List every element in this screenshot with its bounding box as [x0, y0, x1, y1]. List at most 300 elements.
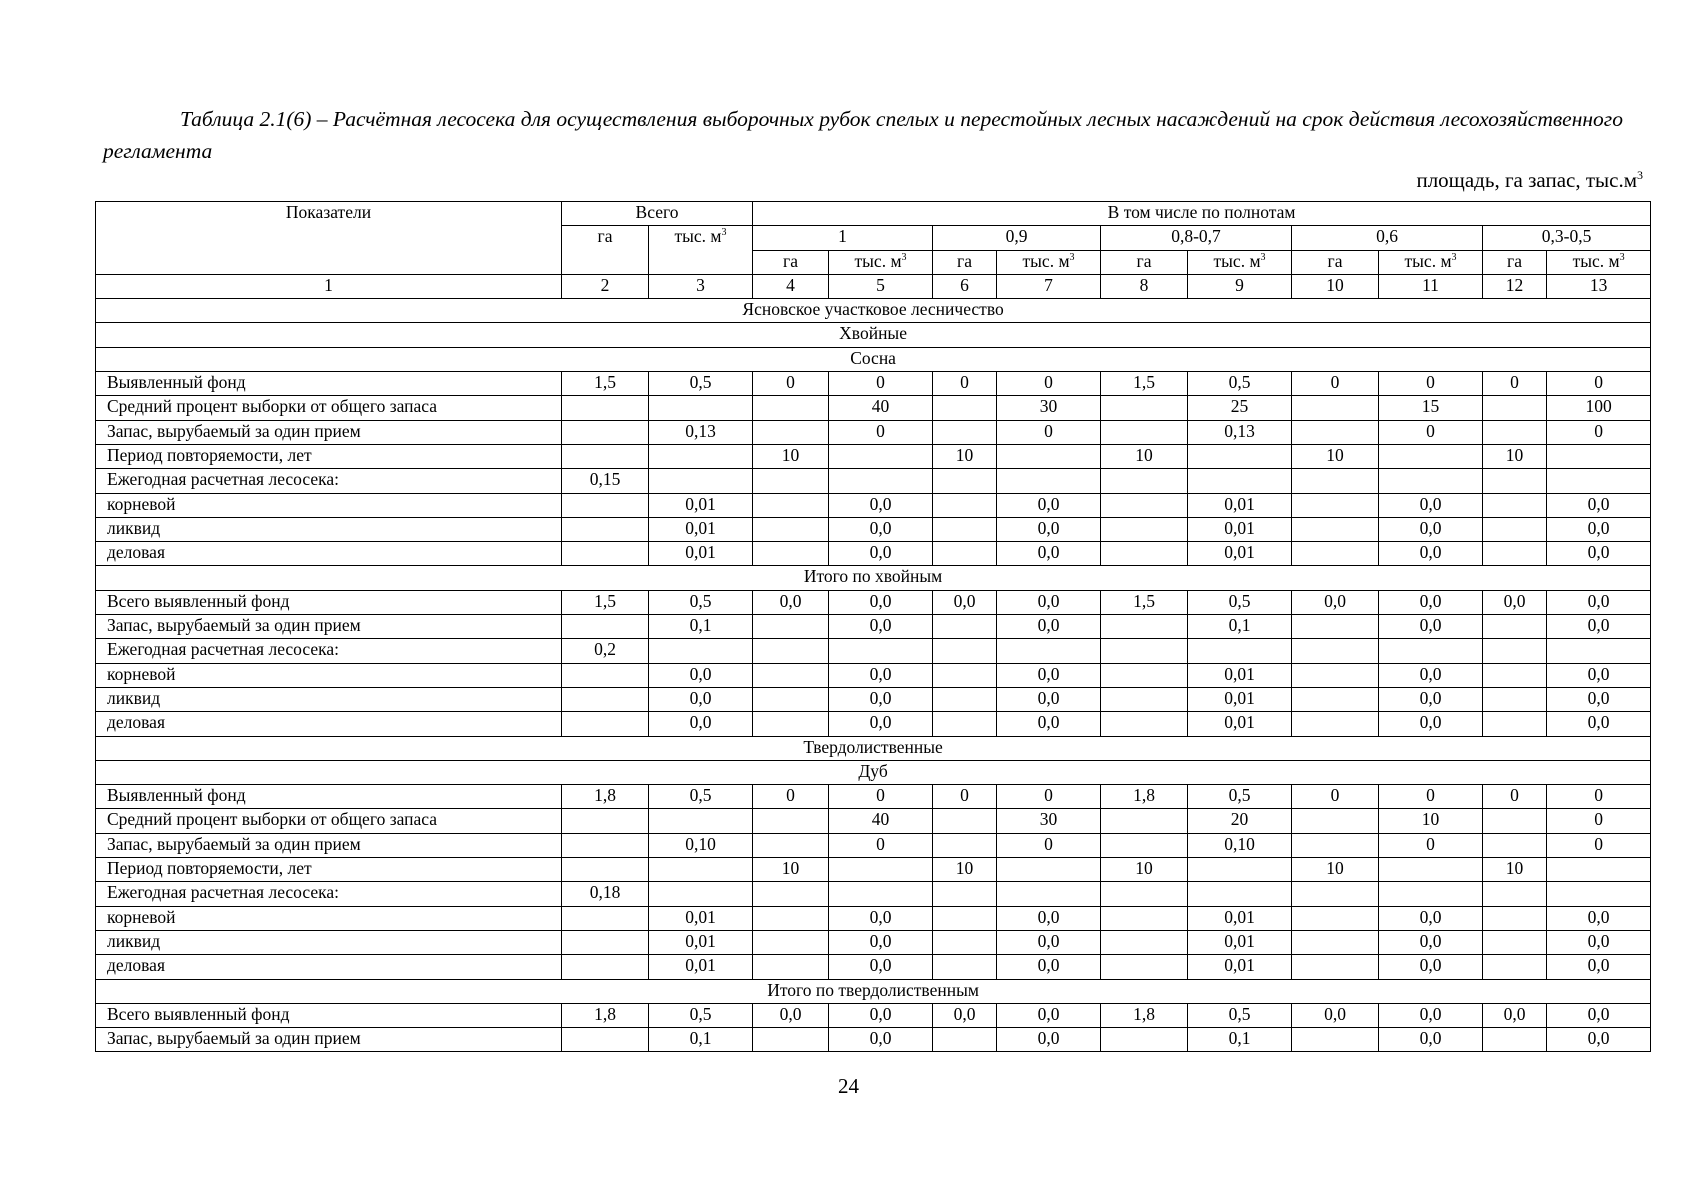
- table-row: [96, 882, 1651, 906]
- volume-unit-superscript: 3: [1451, 251, 1457, 263]
- table-cell: [753, 542, 829, 566]
- header-volume: [829, 250, 933, 274]
- table-cell: 10: [1101, 444, 1188, 468]
- section-row: [96, 736, 1651, 760]
- table-cell: 0,0: [997, 663, 1101, 687]
- table-cell: [1188, 469, 1292, 493]
- table-cell: 0,01: [1188, 663, 1292, 687]
- units-superscript: 3: [1637, 168, 1643, 182]
- table-cell: 0: [997, 372, 1101, 396]
- row-label: Всего выявленный фонд: [96, 590, 562, 614]
- table-cell: 0,0: [997, 542, 1101, 566]
- table-cell: [933, 615, 997, 639]
- table-cell: [1483, 930, 1547, 954]
- table-cell: 0,0: [829, 517, 933, 541]
- header-volume: [1379, 250, 1483, 274]
- table-cell: 20: [1188, 809, 1292, 833]
- table-cell: 0: [1379, 420, 1483, 444]
- table-cell: [753, 493, 829, 517]
- table-cell: 0,1: [1188, 615, 1292, 639]
- table-cell: 0,0: [1379, 542, 1483, 566]
- table-cell: 0,0: [1547, 615, 1651, 639]
- table-cell: 0,01: [649, 906, 753, 930]
- table-cell: [1101, 420, 1188, 444]
- table-cell: [997, 639, 1101, 663]
- table-cell: 10: [1379, 809, 1483, 833]
- section-title: Итого по твердолиственным: [96, 979, 1651, 1003]
- table-cell: [1188, 882, 1292, 906]
- table-cell: 100: [1547, 396, 1651, 420]
- table-cell: [1101, 712, 1188, 736]
- table-cell: [829, 882, 933, 906]
- table-cell: 0,18: [562, 882, 649, 906]
- row-label: Средний процент выборки от общего запаса: [96, 396, 562, 420]
- table-row: [96, 493, 1651, 517]
- header-density: 1: [753, 226, 933, 250]
- column-number: 8: [1101, 274, 1188, 298]
- section-title: Итого по хвойным: [96, 566, 1651, 590]
- table-cell: [1101, 493, 1188, 517]
- table-cell: [753, 882, 829, 906]
- table-cell: 10: [753, 858, 829, 882]
- table-cell: [933, 882, 997, 906]
- table-cell: [1483, 420, 1547, 444]
- volume-unit-superscript: 3: [1260, 251, 1266, 263]
- table-cell: [649, 858, 753, 882]
- table-row: [96, 833, 1651, 857]
- table-cell: [933, 396, 997, 420]
- row-label: деловая: [96, 955, 562, 979]
- table-cell: [1483, 833, 1547, 857]
- table-cell: [562, 396, 649, 420]
- table-cell: [562, 906, 649, 930]
- table-cell: 0,0: [829, 542, 933, 566]
- table-cell: 0,1: [1188, 1028, 1292, 1052]
- table-cell: 0: [829, 833, 933, 857]
- table-cell: [1101, 639, 1188, 663]
- table-cell: [1101, 809, 1188, 833]
- table-cell: [562, 663, 649, 687]
- table-cell: 10: [1483, 444, 1547, 468]
- section-title: Сосна: [96, 347, 1651, 371]
- table-cell: 0,0: [1379, 687, 1483, 711]
- table-cell: 0: [1379, 372, 1483, 396]
- header-ha: га: [1101, 250, 1188, 274]
- table-cell: [829, 469, 933, 493]
- table-cell: [1483, 882, 1547, 906]
- table-cell: [753, 420, 829, 444]
- table-cell: 0,0: [997, 615, 1101, 639]
- section-title: Дуб: [96, 760, 1651, 784]
- table-cell: [1483, 1028, 1547, 1052]
- table-cell: [1292, 493, 1379, 517]
- row-label: ликвид: [96, 517, 562, 541]
- table-cell: 0: [1292, 372, 1379, 396]
- table-cell: [933, 687, 997, 711]
- volume-unit-superscript: 3: [901, 251, 907, 263]
- table-cell: 0,2: [562, 639, 649, 663]
- table-cell: [1101, 396, 1188, 420]
- column-number: 5: [829, 274, 933, 298]
- table-cell: 30: [997, 396, 1101, 420]
- table-cell: [933, 1028, 997, 1052]
- column-number-row: [96, 274, 1651, 298]
- volume-unit: тыс. м: [1404, 250, 1452, 271]
- table-cell: 0,0: [1379, 712, 1483, 736]
- table-row: [96, 615, 1651, 639]
- table-cell: 0,0: [997, 1003, 1101, 1027]
- table-cell: [933, 712, 997, 736]
- table-cell: 1,8: [1101, 1003, 1188, 1027]
- table-cell: 0,13: [1188, 420, 1292, 444]
- table-cell: 15: [1379, 396, 1483, 420]
- table-row: [96, 542, 1651, 566]
- table-cell: 0,0: [1547, 687, 1651, 711]
- row-label: Ежегодная расчетная лесосека:: [96, 882, 562, 906]
- table-cell: [649, 882, 753, 906]
- table-cell: 0,0: [829, 687, 933, 711]
- table-cell: 0,0: [829, 663, 933, 687]
- table-cell: 0,01: [1188, 542, 1292, 566]
- table-cell: 0,0: [1547, 930, 1651, 954]
- table-cell: 0,0: [753, 590, 829, 614]
- table-cell: 0,0: [649, 712, 753, 736]
- table-cell: [1379, 858, 1483, 882]
- column-number: 2: [562, 274, 649, 298]
- header-volume: [1547, 250, 1651, 274]
- table-cell: 1,8: [562, 785, 649, 809]
- row-label: Период повторяемости, лет: [96, 858, 562, 882]
- table-cell: [753, 809, 829, 833]
- table-cell: 0: [1292, 785, 1379, 809]
- table-cell: 0,0: [829, 493, 933, 517]
- table-cell: 0: [933, 785, 997, 809]
- table-cell: [753, 1028, 829, 1052]
- table-row: [96, 639, 1651, 663]
- table-row: [96, 687, 1651, 711]
- table-cell: [562, 930, 649, 954]
- table-row: [96, 809, 1651, 833]
- units-text: площадь, га запас, тыс.м: [1416, 168, 1637, 192]
- section-row: [96, 347, 1651, 371]
- row-label: Период повторяемости, лет: [96, 444, 562, 468]
- table-cell: [933, 663, 997, 687]
- table-cell: 0,0: [1379, 955, 1483, 979]
- table-cell: 0,0: [829, 1003, 933, 1027]
- table-cell: 0,0: [1547, 493, 1651, 517]
- table-cell: 0,01: [1188, 493, 1292, 517]
- table-cell: 10: [1483, 858, 1547, 882]
- table-cell: [1547, 469, 1651, 493]
- row-label: корневой: [96, 663, 562, 687]
- table-cell: [1101, 542, 1188, 566]
- table-cell: [1292, 833, 1379, 857]
- page-number: 24: [838, 1074, 859, 1098]
- column-number: 3: [649, 274, 753, 298]
- table-cell: 0,0: [1483, 1003, 1547, 1027]
- table-cell: [1547, 444, 1651, 468]
- table-cell: [562, 687, 649, 711]
- table-cell: [1483, 809, 1547, 833]
- table-cell: 1,5: [562, 590, 649, 614]
- table-cell: [753, 469, 829, 493]
- table-cell: 0: [1483, 372, 1547, 396]
- table-cell: [1379, 882, 1483, 906]
- table-cell: [1101, 955, 1188, 979]
- header-ha: га: [933, 250, 997, 274]
- table-cell: [562, 833, 649, 857]
- table-cell: [1292, 687, 1379, 711]
- table-cell: 0: [1379, 833, 1483, 857]
- section-title: Хвойные: [96, 323, 1651, 347]
- table-cell: [1101, 469, 1188, 493]
- table-cell: 0,0: [997, 1028, 1101, 1052]
- table-cell: [562, 1028, 649, 1052]
- table-cell: [562, 858, 649, 882]
- table-cell: 0,5: [1188, 590, 1292, 614]
- header-density: 0,9: [933, 226, 1101, 250]
- table-cell: 1,8: [1101, 785, 1188, 809]
- table-cell: 0,0: [1547, 1003, 1651, 1027]
- table-cell: [649, 444, 753, 468]
- table-cell: 0,0: [1547, 663, 1651, 687]
- table-cell: [933, 955, 997, 979]
- row-label: Выявленный фонд: [96, 372, 562, 396]
- table-cell: 10: [1292, 858, 1379, 882]
- table-cell: 25: [1188, 396, 1292, 420]
- row-label: Запас, вырубаемый за один прием: [96, 833, 562, 857]
- header-density: 0,8-0,7: [1101, 226, 1292, 250]
- table-cell: [1292, 663, 1379, 687]
- table-cell: 0,0: [829, 955, 933, 979]
- table-row: [96, 785, 1651, 809]
- row-label: деловая: [96, 542, 562, 566]
- table-cell: 0,5: [649, 1003, 753, 1027]
- table-cell: 0,0: [1379, 930, 1483, 954]
- allowable-cut-table: [95, 201, 1651, 1052]
- table-cell: 0,0: [829, 1028, 933, 1052]
- table-cell: [829, 639, 933, 663]
- table-cell: [1292, 906, 1379, 930]
- table-cell: [753, 930, 829, 954]
- table-cell: [649, 396, 753, 420]
- table-cell: 0,0: [997, 930, 1101, 954]
- table-cell: 30: [997, 809, 1101, 833]
- table-cell: [1101, 615, 1188, 639]
- table-cell: 0,01: [649, 542, 753, 566]
- table-cell: [997, 469, 1101, 493]
- table-cell: 0: [1547, 785, 1651, 809]
- table-cell: [1292, 420, 1379, 444]
- table-cell: [1292, 882, 1379, 906]
- table-cell: 0,0: [1547, 955, 1651, 979]
- table-cell: [1292, 469, 1379, 493]
- table-cell: [1101, 1028, 1188, 1052]
- table-row: [96, 1003, 1651, 1027]
- table-cell: [1483, 906, 1547, 930]
- row-label: Ежегодная расчетная лесосека:: [96, 469, 562, 493]
- table-cell: 0: [1547, 833, 1651, 857]
- table-row: [96, 420, 1651, 444]
- table-cell: 0,0: [1483, 590, 1547, 614]
- table-cell: [562, 712, 649, 736]
- table-cell: 0: [997, 420, 1101, 444]
- table-cell: 0,01: [1188, 687, 1292, 711]
- table-row: [96, 663, 1651, 687]
- table-cell: [933, 930, 997, 954]
- table-cell: 0,5: [1188, 372, 1292, 396]
- table-cell: [1292, 809, 1379, 833]
- table-row: [96, 469, 1651, 493]
- table-cell: 0,15: [562, 469, 649, 493]
- row-label: Всего выявленный фонд: [96, 1003, 562, 1027]
- table-cell: 0,0: [1379, 1003, 1483, 1027]
- table-row: [96, 1028, 1651, 1052]
- table-cell: [933, 833, 997, 857]
- header-ha: га: [1292, 250, 1379, 274]
- table-cell: [1483, 639, 1547, 663]
- table-cell: 0,0: [1547, 906, 1651, 930]
- table-cell: [753, 615, 829, 639]
- column-number: 7: [997, 274, 1101, 298]
- table-cell: [933, 639, 997, 663]
- table-cell: [1292, 955, 1379, 979]
- row-label: Средний процент выборки от общего запаса: [96, 809, 562, 833]
- table-row: [96, 955, 1651, 979]
- table-cell: 0,0: [997, 712, 1101, 736]
- table-cell: [1379, 639, 1483, 663]
- table-cell: [1483, 493, 1547, 517]
- header-total-volume: [649, 226, 753, 275]
- table-row: [96, 396, 1651, 420]
- table-header: [96, 202, 1651, 299]
- table-cell: 0,10: [1188, 833, 1292, 857]
- table-cell: 0,01: [649, 493, 753, 517]
- table-cell: 0: [1547, 372, 1651, 396]
- table-cell: 0: [1547, 420, 1651, 444]
- column-number: 9: [1188, 274, 1292, 298]
- section-row: [96, 979, 1651, 1003]
- table-cell: [562, 420, 649, 444]
- table-cell: [1292, 396, 1379, 420]
- table-cell: 0,5: [649, 590, 753, 614]
- table-cell: [1547, 882, 1651, 906]
- header-total: Всего: [562, 202, 753, 226]
- table-cell: 0,5: [649, 785, 753, 809]
- table-cell: [1101, 517, 1188, 541]
- table-cell: 0,0: [1379, 906, 1483, 930]
- header-ha: га: [753, 250, 829, 274]
- table-cell: [933, 420, 997, 444]
- table-cell: 0: [1547, 809, 1651, 833]
- table-cell: 0,1: [649, 1028, 753, 1052]
- table-row: [96, 906, 1651, 930]
- table-cell: [753, 955, 829, 979]
- table-cell: [933, 469, 997, 493]
- volume-unit: тыс. м: [854, 250, 902, 271]
- table-caption: [103, 103, 1633, 167]
- table-cell: 0,10: [649, 833, 753, 857]
- table-cell: 0,01: [1188, 930, 1292, 954]
- section-row: [96, 323, 1651, 347]
- table-cell: [1547, 858, 1651, 882]
- table-cell: 1,5: [1101, 372, 1188, 396]
- table-cell: 0,0: [649, 663, 753, 687]
- header-ha: га: [1483, 250, 1547, 274]
- table-cell: 0,01: [1188, 517, 1292, 541]
- table-cell: [753, 639, 829, 663]
- table-cell: 0,0: [933, 1003, 997, 1027]
- table-cell: 0: [997, 833, 1101, 857]
- table-cell: [753, 396, 829, 420]
- table-cell: 0,5: [1188, 1003, 1292, 1027]
- table-cell: [1292, 639, 1379, 663]
- volume-unit-superscript: 3: [1619, 251, 1625, 263]
- table-cell: 0,0: [829, 906, 933, 930]
- table-cell: 0,0: [997, 493, 1101, 517]
- table-cell: [1483, 469, 1547, 493]
- table-cell: [1483, 663, 1547, 687]
- table-cell: [1379, 444, 1483, 468]
- table-row: [96, 930, 1651, 954]
- volume-unit: тыс. м: [1213, 250, 1261, 271]
- table-cell: [562, 493, 649, 517]
- header-density: 0,6: [1292, 226, 1483, 250]
- table-cell: 0,0: [1379, 590, 1483, 614]
- table-cell: [1292, 517, 1379, 541]
- table-cell: [1483, 396, 1547, 420]
- table-cell: 0,0: [1547, 712, 1651, 736]
- table-cell: [933, 517, 997, 541]
- table-cell: [1379, 469, 1483, 493]
- table-cell: 0,0: [649, 687, 753, 711]
- table-cell: 40: [829, 809, 933, 833]
- header-indicators: Показатели: [96, 202, 562, 275]
- table-cell: 0,0: [1379, 663, 1483, 687]
- table-cell: 0,0: [1547, 1028, 1651, 1052]
- row-label: корневой: [96, 493, 562, 517]
- volume-unit: тыс. м: [1022, 250, 1070, 271]
- table-cell: [753, 663, 829, 687]
- table-cell: 40: [829, 396, 933, 420]
- table-cell: 0,01: [1188, 906, 1292, 930]
- table-cell: 0,0: [997, 590, 1101, 614]
- table-cell: [562, 444, 649, 468]
- table-cell: 0,0: [829, 712, 933, 736]
- table-cell: [1101, 663, 1188, 687]
- table-cell: 0,01: [1188, 955, 1292, 979]
- table-cell: 10: [933, 444, 997, 468]
- table-cell: [753, 833, 829, 857]
- table-row: [96, 372, 1651, 396]
- volume-unit-superscript: 3: [721, 227, 727, 239]
- table-cell: 0,0: [997, 955, 1101, 979]
- table-cell: 0,01: [649, 517, 753, 541]
- table-cell: [829, 858, 933, 882]
- table-cell: 0,01: [649, 955, 753, 979]
- table-cell: [829, 444, 933, 468]
- table-cell: [1292, 930, 1379, 954]
- column-number: 11: [1379, 274, 1483, 298]
- table-cell: 0: [829, 420, 933, 444]
- table-cell: 0: [753, 372, 829, 396]
- table-cell: [1483, 542, 1547, 566]
- header-volume: [1188, 250, 1292, 274]
- table-cell: 1,8: [562, 1003, 649, 1027]
- row-label: деловая: [96, 712, 562, 736]
- table-cell: [997, 882, 1101, 906]
- table-cell: 0,0: [933, 590, 997, 614]
